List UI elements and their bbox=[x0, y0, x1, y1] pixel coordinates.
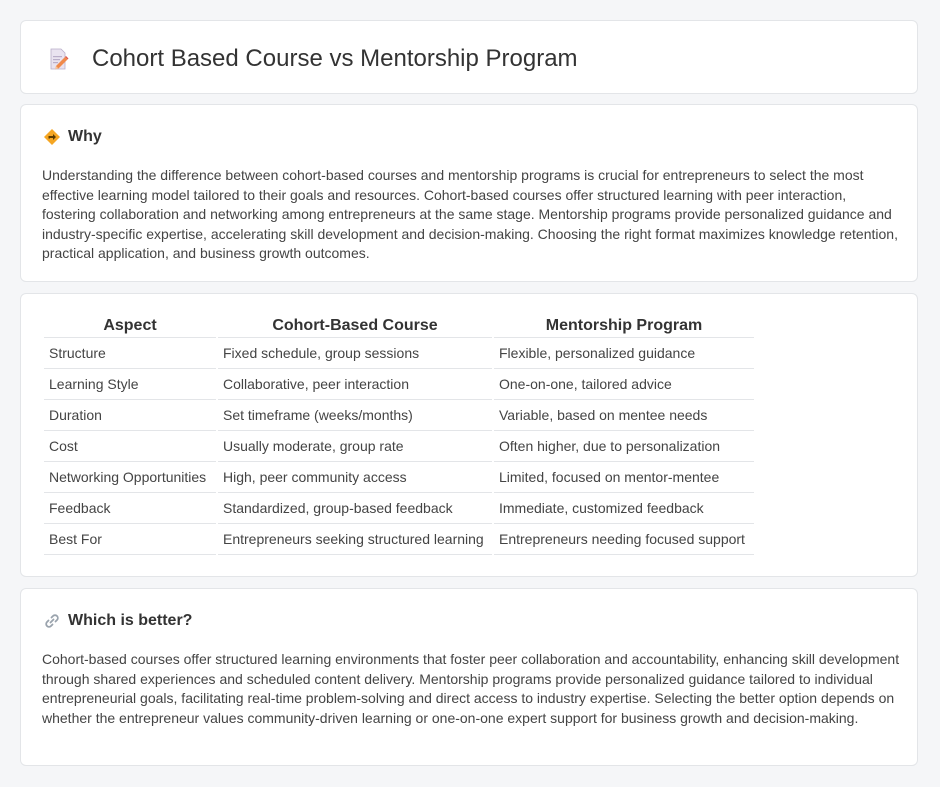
table-cell: High, peer community access bbox=[218, 462, 492, 493]
table-cell: Fixed schedule, group sessions bbox=[218, 338, 492, 369]
why-section bbox=[20, 104, 918, 282]
table-cell: Networking Opportunities bbox=[44, 462, 216, 493]
table-cell: Collaborative, peer interaction bbox=[218, 369, 492, 400]
table-row bbox=[44, 524, 754, 555]
table-row bbox=[44, 338, 754, 369]
table-cell: One-on-one, tailored advice bbox=[494, 369, 754, 400]
table-cell: Flexible, personalized guidance bbox=[494, 338, 754, 369]
table-cell: Structure bbox=[44, 338, 216, 369]
better-text: Cohort-based courses offer structured learning environments that foster peer collaboration and accountability, enhancing skill development through shared experiences and scheduled content delivery. Mentorship programs provide personalized guidance tailored to individual entrepreneurial goals, facilitating real-time problem-solving and direct access to industry expertise. Selecting the better option depends on whether the entrepreneur values community-driven learning or one-on-one expert support for business growth and decision-making. bbox=[42, 651, 900, 726]
document-edit-icon bbox=[46, 47, 70, 71]
comparison-section bbox=[20, 293, 918, 577]
table-cell: Entrepreneurs needing focused support bbox=[494, 524, 754, 555]
table-row bbox=[44, 493, 754, 524]
table-cell: Best For bbox=[44, 524, 216, 555]
header-cohort-course: Cohort-Based Course bbox=[218, 315, 492, 338]
table-cell: Learning Style bbox=[44, 369, 216, 400]
table-cell: Variable, based on mentee needs bbox=[494, 400, 754, 431]
table-cell: Limited, focused on mentor-mentee bbox=[494, 462, 754, 493]
table-row bbox=[44, 462, 754, 493]
header-mentorship-program: Mentorship Program bbox=[494, 315, 754, 338]
why-header bbox=[43, 127, 102, 147]
table-row bbox=[44, 431, 754, 462]
which-is-better-section bbox=[20, 588, 918, 766]
table-cell: Feedback bbox=[44, 493, 216, 524]
table-row bbox=[44, 369, 754, 400]
better-header bbox=[43, 611, 192, 631]
table-cell: Immediate, customized feedback bbox=[494, 493, 754, 524]
why-heading: Why bbox=[68, 128, 102, 145]
comparison-table bbox=[42, 315, 756, 555]
table-cell: Entrepreneurs seeking structured learning bbox=[218, 524, 492, 555]
better-heading: Which is better? bbox=[68, 612, 193, 629]
table-header-row bbox=[44, 315, 754, 338]
why-text: Understanding the difference between cohort-based courses and mentorship programs is crucial for entrepreneurs to select the most effective learning model tailored to their goals and resources. Cohort-based courses offer structured learning with peer interaction, fostering collaboration and networking among entrepreneurs at the same stage. Mentorship programs provide personalized guidance and industry-specific expertise, accelerating skill development and decision-making. Choosing the right format maximizes knowledge retention, practical application, and business growth outcomes. bbox=[42, 167, 898, 262]
table-cell: Duration bbox=[44, 400, 216, 431]
link-icon bbox=[43, 612, 61, 630]
page-title: Cohort Based Course vs Mentorship Program bbox=[92, 45, 578, 72]
header-aspect: Aspect bbox=[44, 315, 216, 338]
title-card bbox=[20, 20, 918, 94]
table-cell: Standardized, group-based feedback bbox=[218, 493, 492, 524]
table-cell: Cost bbox=[44, 431, 216, 462]
table-cell: Usually moderate, group rate bbox=[218, 431, 492, 462]
diamond-direction-icon bbox=[43, 128, 61, 146]
table-cell: Often higher, due to personalization bbox=[494, 431, 754, 462]
table-cell: Set timeframe (weeks/months) bbox=[218, 400, 492, 431]
table-row bbox=[44, 400, 754, 431]
